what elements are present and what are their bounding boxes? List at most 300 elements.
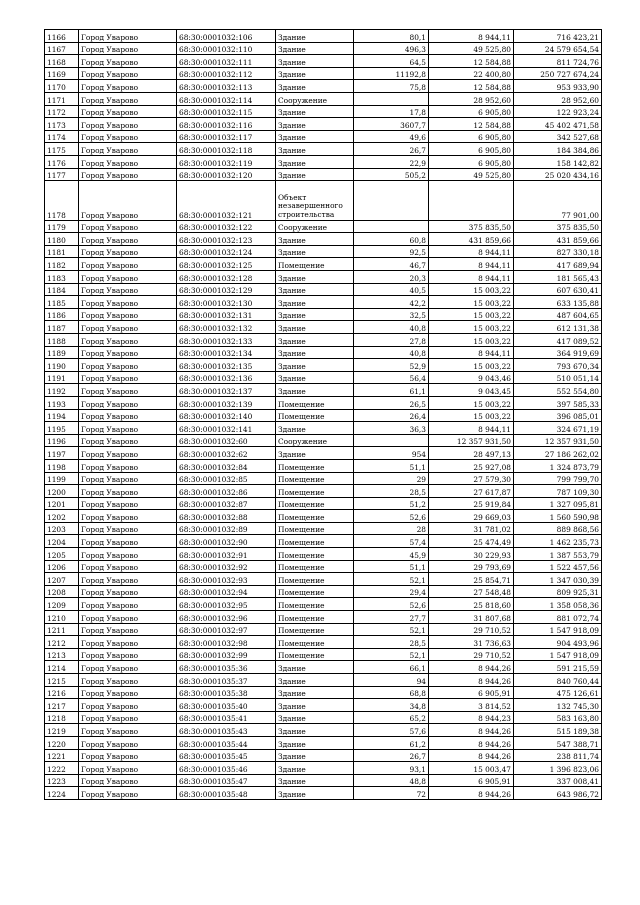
unit-value-cell: 12 584,88 — [429, 118, 514, 131]
area-cell: 65,2 — [354, 711, 429, 724]
locality-cell: Город Уварово — [79, 67, 177, 80]
area-cell: 27,7 — [354, 611, 429, 624]
row-number-cell: 1183 — [45, 271, 79, 284]
unit-value-cell: 6 905,91 — [429, 774, 514, 787]
cadastral-value-cell: 27 186 262,02 — [514, 447, 602, 460]
locality-cell: Город Уварово — [79, 522, 177, 535]
row-number-cell: 1224 — [45, 787, 79, 800]
cadastral-number-cell: 68:30:0001032:128 — [177, 271, 276, 284]
unit-value-cell: 9 043,45 — [429, 384, 514, 397]
object-type-cell: Помещение — [276, 497, 354, 510]
cadastral-number-cell: 68:30:0001032:112 — [177, 67, 276, 80]
cadastral-number-cell: 68:30:0001032:116 — [177, 118, 276, 131]
cadastral-number-cell: 68:30:0001032:139 — [177, 396, 276, 409]
area-cell: 26,5 — [354, 396, 429, 409]
cadastral-value-cell: 840 760,44 — [514, 674, 602, 687]
unit-value-cell: 31 736,63 — [429, 636, 514, 649]
unit-value-cell: 29 669,03 — [429, 510, 514, 523]
unit-value-cell: 25 854,71 — [429, 573, 514, 586]
row-number-cell: 1182 — [45, 258, 79, 271]
object-type-cell: Помещение — [276, 258, 354, 271]
cadastral-value-cell: 342 527,68 — [514, 130, 602, 143]
unit-value-cell: 12 584,88 — [429, 55, 514, 68]
object-type-cell: Здание — [276, 724, 354, 737]
table-row — [45, 130, 602, 143]
table-row — [45, 598, 602, 611]
cadastral-number-cell: 68:30:0001032:141 — [177, 422, 276, 435]
unit-value-cell: 15 003,22 — [429, 396, 514, 409]
table-row — [45, 220, 602, 233]
cadastral-value-cell: 552 554,80 — [514, 384, 602, 397]
unit-value-cell: 15 003,22 — [429, 321, 514, 334]
cadastral-number-cell: 68:30:0001032:84 — [177, 459, 276, 472]
cadastral-number-cell: 68:30:0001032:124 — [177, 245, 276, 258]
cadastral-number-cell: 68:30:0001032:98 — [177, 636, 276, 649]
cadastral-value-cell: 811 724,76 — [514, 55, 602, 68]
cadastral-value-cell: 324 671,19 — [514, 422, 602, 435]
table-row — [45, 434, 602, 447]
locality-cell: Город Уварово — [79, 560, 177, 573]
locality-cell: Город Уварово — [79, 497, 177, 510]
area-cell: 29 — [354, 472, 429, 485]
table-row — [45, 535, 602, 548]
row-number-cell: 1187 — [45, 321, 79, 334]
row-number-cell: 1204 — [45, 535, 79, 548]
row-number-cell: 1174 — [45, 130, 79, 143]
object-type-cell: Здание — [276, 371, 354, 384]
object-type-cell: Здание — [276, 762, 354, 775]
cadastral-number-cell: 68:30:0001032:85 — [177, 472, 276, 485]
cadastral-value-cell: 397 585,33 — [514, 396, 602, 409]
area-cell: 92,5 — [354, 245, 429, 258]
cadastral-number-cell: 68:30:0001035:36 — [177, 661, 276, 674]
locality-cell: Город Уварово — [79, 585, 177, 598]
table-row — [45, 30, 602, 43]
cadastral-value-cell: 904 493,96 — [514, 636, 602, 649]
cadastral-value-cell: 158 142,82 — [514, 155, 602, 168]
area-cell: 11192,8 — [354, 67, 429, 80]
area-cell: 34,8 — [354, 699, 429, 712]
unit-value-cell: 25 919,84 — [429, 497, 514, 510]
unit-value-cell: 6 905,80 — [429, 130, 514, 143]
area-cell: 66,1 — [354, 661, 429, 674]
locality-cell: Город Уварово — [79, 535, 177, 548]
unit-value-cell: 8 944,26 — [429, 724, 514, 737]
unit-value-cell: 49 525,80 — [429, 42, 514, 55]
locality-cell: Город Уварово — [79, 233, 177, 246]
unit-value-cell: 8 944,11 — [429, 346, 514, 359]
locality-cell: Город Уварово — [79, 92, 177, 105]
area-cell: 49,6 — [354, 130, 429, 143]
area-cell — [354, 181, 429, 221]
table-row — [45, 258, 602, 271]
unit-value-cell: 3 814,52 — [429, 699, 514, 712]
table-row — [45, 80, 602, 93]
table-row — [45, 497, 602, 510]
row-number-cell: 1211 — [45, 623, 79, 636]
row-number-cell: 1173 — [45, 118, 79, 131]
cadastral-number-cell: 68:30:0001032:133 — [177, 333, 276, 346]
table-row — [45, 105, 602, 118]
table-row — [45, 42, 602, 55]
table-row — [45, 384, 602, 397]
table-row — [45, 143, 602, 156]
cadastral-value-cell: 953 933,90 — [514, 80, 602, 93]
locality-cell: Город Уварово — [79, 598, 177, 611]
locality-cell: Город Уварово — [79, 359, 177, 372]
unit-value-cell: 8 944,11 — [429, 422, 514, 435]
object-type-cell: Здание — [276, 447, 354, 460]
area-cell — [354, 434, 429, 447]
row-number-cell: 1184 — [45, 283, 79, 296]
cadastral-value-cell: 122 923,24 — [514, 105, 602, 118]
row-number-cell: 1194 — [45, 409, 79, 422]
object-type-cell: Помещение — [276, 598, 354, 611]
area-cell: 60,8 — [354, 233, 429, 246]
locality-cell: Город Уварово — [79, 130, 177, 143]
table-row — [45, 67, 602, 80]
table-row — [45, 371, 602, 384]
unit-value-cell: 29 793,69 — [429, 560, 514, 573]
object-type-cell: Здание — [276, 143, 354, 156]
area-cell: 20,3 — [354, 271, 429, 284]
unit-value-cell: 15 003,22 — [429, 333, 514, 346]
row-number-cell: 1210 — [45, 611, 79, 624]
object-type-cell: Помещение — [276, 573, 354, 586]
unit-value-cell: 6 905,80 — [429, 155, 514, 168]
row-number-cell: 1218 — [45, 711, 79, 724]
object-type-cell: Здание — [276, 118, 354, 131]
area-cell: 36,3 — [354, 422, 429, 435]
area-cell: 3607,7 — [354, 118, 429, 131]
row-number-cell: 1170 — [45, 80, 79, 93]
unit-value-cell: 15 003,22 — [429, 409, 514, 422]
row-number-cell: 1209 — [45, 598, 79, 611]
row-number-cell: 1171 — [45, 92, 79, 105]
unit-value-cell: 9 043,46 — [429, 371, 514, 384]
cadastral-value-cell: 1 387 553,79 — [514, 548, 602, 561]
locality-cell: Город Уварово — [79, 283, 177, 296]
area-cell: 51,2 — [354, 497, 429, 510]
locality-cell: Город Уварово — [79, 346, 177, 359]
unit-value-cell: 15 003,22 — [429, 296, 514, 309]
area-cell: 32,5 — [354, 308, 429, 321]
object-type-cell: Здание — [276, 30, 354, 43]
object-type-cell: Здание — [276, 271, 354, 284]
unit-value-cell: 25 927,08 — [429, 459, 514, 472]
cadastral-number-cell: 68:30:0001032:129 — [177, 283, 276, 296]
cadastral-value-cell: 547 388,71 — [514, 736, 602, 749]
unit-value-cell: 15 003,22 — [429, 308, 514, 321]
object-type-cell: Здание — [276, 787, 354, 800]
object-type-cell: Здание — [276, 699, 354, 712]
unit-value-cell: 8 944,11 — [429, 258, 514, 271]
cadastral-value-cell: 12 357 931,50 — [514, 434, 602, 447]
cadastral-number-cell: 68:30:0001032:125 — [177, 258, 276, 271]
object-type-cell: Здание — [276, 155, 354, 168]
cadastral-number-cell: 68:30:0001032:140 — [177, 409, 276, 422]
object-type-cell: Здание — [276, 359, 354, 372]
unit-value-cell: 27 617,87 — [429, 485, 514, 498]
row-number-cell: 1179 — [45, 220, 79, 233]
area-cell: 26,7 — [354, 143, 429, 156]
unit-value-cell: 25 818,60 — [429, 598, 514, 611]
unit-value-cell: 8 944,26 — [429, 661, 514, 674]
table-row — [45, 296, 602, 309]
table-row — [45, 560, 602, 573]
area-cell: 52,1 — [354, 623, 429, 636]
row-number-cell: 1200 — [45, 485, 79, 498]
table-row — [45, 168, 602, 181]
row-number-cell: 1192 — [45, 384, 79, 397]
unit-value-cell: 28 497,13 — [429, 447, 514, 460]
area-cell: 61,1 — [354, 384, 429, 397]
row-number-cell: 1177 — [45, 168, 79, 181]
locality-cell: Город Уварово — [79, 573, 177, 586]
cadastral-number-cell: 68:30:0001032:99 — [177, 648, 276, 661]
cadastral-value-cell: 515 189,38 — [514, 724, 602, 737]
locality-cell: Город Уварово — [79, 736, 177, 749]
table-row — [45, 283, 602, 296]
object-type-cell: Здание — [276, 168, 354, 181]
cadastral-number-cell: 68:30:0001035:38 — [177, 686, 276, 699]
area-cell: 94 — [354, 674, 429, 687]
row-number-cell: 1216 — [45, 686, 79, 699]
area-cell: 61,2 — [354, 736, 429, 749]
cadastral-value-cell: 716 423,21 — [514, 30, 602, 43]
cadastral-value-cell: 1 396 823,06 — [514, 762, 602, 775]
cadastral-value-cell: 1 547 918,09 — [514, 648, 602, 661]
area-cell: 52,6 — [354, 510, 429, 523]
table-row — [45, 308, 602, 321]
locality-cell: Город Уварово — [79, 396, 177, 409]
unit-value-cell: 6 905,91 — [429, 686, 514, 699]
area-cell: 57,4 — [354, 535, 429, 548]
object-type-cell: Здание — [276, 736, 354, 749]
area-cell: 57,6 — [354, 724, 429, 737]
table-row — [45, 510, 602, 523]
table-row — [45, 585, 602, 598]
object-type-cell: Помещение — [276, 485, 354, 498]
cadastral-number-cell: 68:30:0001032:123 — [177, 233, 276, 246]
unit-value-cell: 31 781,02 — [429, 522, 514, 535]
cadastral-value-cell: 633 135,88 — [514, 296, 602, 309]
cadastral-number-cell: 68:30:0001032:93 — [177, 573, 276, 586]
row-number-cell: 1166 — [45, 30, 79, 43]
cadastral-value-cell: 827 330,18 — [514, 245, 602, 258]
cadastral-value-cell: 396 085,01 — [514, 409, 602, 422]
area-cell: 64,5 — [354, 55, 429, 68]
locality-cell: Город Уварово — [79, 485, 177, 498]
table-row — [45, 711, 602, 724]
unit-value-cell: 31 807,68 — [429, 611, 514, 624]
table-row — [45, 686, 602, 699]
table-row — [45, 674, 602, 687]
row-number-cell: 1208 — [45, 585, 79, 598]
area-cell: 52,1 — [354, 573, 429, 586]
unit-value-cell: 27 579,30 — [429, 472, 514, 485]
unit-value-cell: 8 944,11 — [429, 30, 514, 43]
cadastral-number-cell: 68:30:0001032:130 — [177, 296, 276, 309]
area-cell: 56,4 — [354, 371, 429, 384]
area-cell: 28,5 — [354, 636, 429, 649]
table-row — [45, 245, 602, 258]
unit-value-cell: 25 474,49 — [429, 535, 514, 548]
cadastral-value-cell: 787 109,30 — [514, 485, 602, 498]
row-number-cell: 1168 — [45, 55, 79, 68]
locality-cell: Город Уварово — [79, 447, 177, 460]
locality-cell: Город Уварово — [79, 787, 177, 800]
cadastral-number-cell: 68:30:0001032:114 — [177, 92, 276, 105]
row-number-cell: 1189 — [45, 346, 79, 359]
locality-cell: Город Уварово — [79, 245, 177, 258]
locality-cell: Город Уварово — [79, 661, 177, 674]
cadastral-number-cell: 68:30:0001032:118 — [177, 143, 276, 156]
object-type-cell: Помещение — [276, 535, 354, 548]
cadastral-value-cell: 487 604,65 — [514, 308, 602, 321]
row-number-cell: 1199 — [45, 472, 79, 485]
cadastral-value-cell: 889 868,56 — [514, 522, 602, 535]
object-type-cell: Здание — [276, 749, 354, 762]
cadastral-number-cell: 68:30:0001032:92 — [177, 560, 276, 573]
unit-value-cell: 22 400,80 — [429, 67, 514, 80]
row-number-cell: 1219 — [45, 724, 79, 737]
table-row — [45, 118, 602, 131]
locality-cell: Город Уварово — [79, 699, 177, 712]
area-cell: 93,1 — [354, 762, 429, 775]
locality-cell: Город Уварово — [79, 459, 177, 472]
cadastral-value-cell: 793 670,34 — [514, 359, 602, 372]
table-row — [45, 447, 602, 460]
object-type-cell: Помещение — [276, 459, 354, 472]
area-cell: 51,1 — [354, 560, 429, 573]
unit-value-cell: 49 525,80 — [429, 168, 514, 181]
row-number-cell: 1213 — [45, 648, 79, 661]
cadastral-value-cell: 25 020 434,16 — [514, 168, 602, 181]
unit-value-cell: 15 003,22 — [429, 359, 514, 372]
cadastral-value-cell: 1 358 058,36 — [514, 598, 602, 611]
unit-value-cell: 15 003,47 — [429, 762, 514, 775]
locality-cell: Город Уварово — [79, 686, 177, 699]
area-cell: 72 — [354, 787, 429, 800]
cadastral-value-cell: 337 008,41 — [514, 774, 602, 787]
cadastral-number-cell: 68:30:0001032:122 — [177, 220, 276, 233]
object-type-cell: Здание — [276, 80, 354, 93]
table-row — [45, 396, 602, 409]
locality-cell: Город Уварово — [79, 80, 177, 93]
unit-value-cell: 8 944,26 — [429, 749, 514, 762]
cadastral-value-cell: 431 859,66 — [514, 233, 602, 246]
cadastral-number-cell: 68:30:0001032:89 — [177, 522, 276, 535]
locality-cell: Город Уварово — [79, 472, 177, 485]
unit-value-cell — [429, 181, 514, 221]
cadastral-value-cell: 28 952,60 — [514, 92, 602, 105]
locality-cell: Город Уварово — [79, 271, 177, 284]
locality-cell: Город Уварово — [79, 371, 177, 384]
locality-cell: Город Уварово — [79, 724, 177, 737]
table-row — [45, 233, 602, 246]
cadastral-value-cell: 510 051,14 — [514, 371, 602, 384]
area-cell: 26,4 — [354, 409, 429, 422]
object-type-cell: Помещение — [276, 648, 354, 661]
locality-cell: Город Уварово — [79, 308, 177, 321]
table-row — [45, 724, 602, 737]
object-type-cell: Здание — [276, 346, 354, 359]
row-number-cell: 1191 — [45, 371, 79, 384]
locality-cell: Город Уварово — [79, 422, 177, 435]
locality-cell: Город Уварово — [79, 55, 177, 68]
table-row — [45, 181, 602, 221]
row-number-cell: 1178 — [45, 181, 79, 221]
table-row — [45, 774, 602, 787]
cadastral-value-cell: 1 327 095,81 — [514, 497, 602, 510]
object-type-cell: Здание — [276, 774, 354, 787]
locality-cell: Город Уварово — [79, 623, 177, 636]
cadastral-number-cell: 68:30:0001032:96 — [177, 611, 276, 624]
cadastral-number-cell: 68:30:0001032:106 — [177, 30, 276, 43]
area-cell: 29,4 — [354, 585, 429, 598]
row-number-cell: 1197 — [45, 447, 79, 460]
row-number-cell: 1193 — [45, 396, 79, 409]
cadastral-number-cell: 68:30:0001032:120 — [177, 168, 276, 181]
row-number-cell: 1201 — [45, 497, 79, 510]
row-number-cell: 1181 — [45, 245, 79, 258]
row-number-cell: 1186 — [45, 308, 79, 321]
object-type-cell: Помещение — [276, 409, 354, 422]
cadastral-value-cell: 364 919,69 — [514, 346, 602, 359]
object-type-cell: Здание — [276, 283, 354, 296]
cadastral-number-cell: 68:30:0001032:62 — [177, 447, 276, 460]
table-row — [45, 661, 602, 674]
cadastral-number-cell: 68:30:0001032:119 — [177, 155, 276, 168]
locality-cell: Город Уварово — [79, 143, 177, 156]
row-number-cell: 1214 — [45, 661, 79, 674]
area-cell: 40,8 — [354, 321, 429, 334]
object-type-cell: Здание — [276, 296, 354, 309]
area-cell: 954 — [354, 447, 429, 460]
cadastral-value-cell: 250 727 674,24 — [514, 67, 602, 80]
object-type-cell: Здание — [276, 67, 354, 80]
object-type-cell: Сооружение — [276, 92, 354, 105]
area-cell: 505,2 — [354, 168, 429, 181]
table-row — [45, 648, 602, 661]
area-cell: 51,1 — [354, 459, 429, 472]
unit-value-cell: 8 944,11 — [429, 271, 514, 284]
unit-value-cell: 6 905,80 — [429, 143, 514, 156]
cadastral-value-cell: 643 986,72 — [514, 787, 602, 800]
cadastral-number-cell: 68:30:0001032:121 — [177, 181, 276, 221]
row-number-cell: 1196 — [45, 434, 79, 447]
table-row — [45, 271, 602, 284]
cadastral-value-cell: 417 089,52 — [514, 333, 602, 346]
locality-cell: Город Уварово — [79, 258, 177, 271]
table-row — [45, 422, 602, 435]
area-cell: 52,6 — [354, 598, 429, 611]
area-cell: 46,7 — [354, 258, 429, 271]
table-row — [45, 55, 602, 68]
table-row — [45, 749, 602, 762]
unit-value-cell: 12 357 931,50 — [429, 434, 514, 447]
table-row — [45, 92, 602, 105]
row-number-cell: 1215 — [45, 674, 79, 687]
table-row — [45, 321, 602, 334]
unit-value-cell: 15 003,22 — [429, 283, 514, 296]
cadastral-value-cell: 612 131,38 — [514, 321, 602, 334]
locality-cell: Город Уварово — [79, 548, 177, 561]
row-number-cell: 1203 — [45, 522, 79, 535]
cadastral-number-cell: 68:30:0001032:115 — [177, 105, 276, 118]
cadastral-number-cell: 68:30:0001032:86 — [177, 485, 276, 498]
